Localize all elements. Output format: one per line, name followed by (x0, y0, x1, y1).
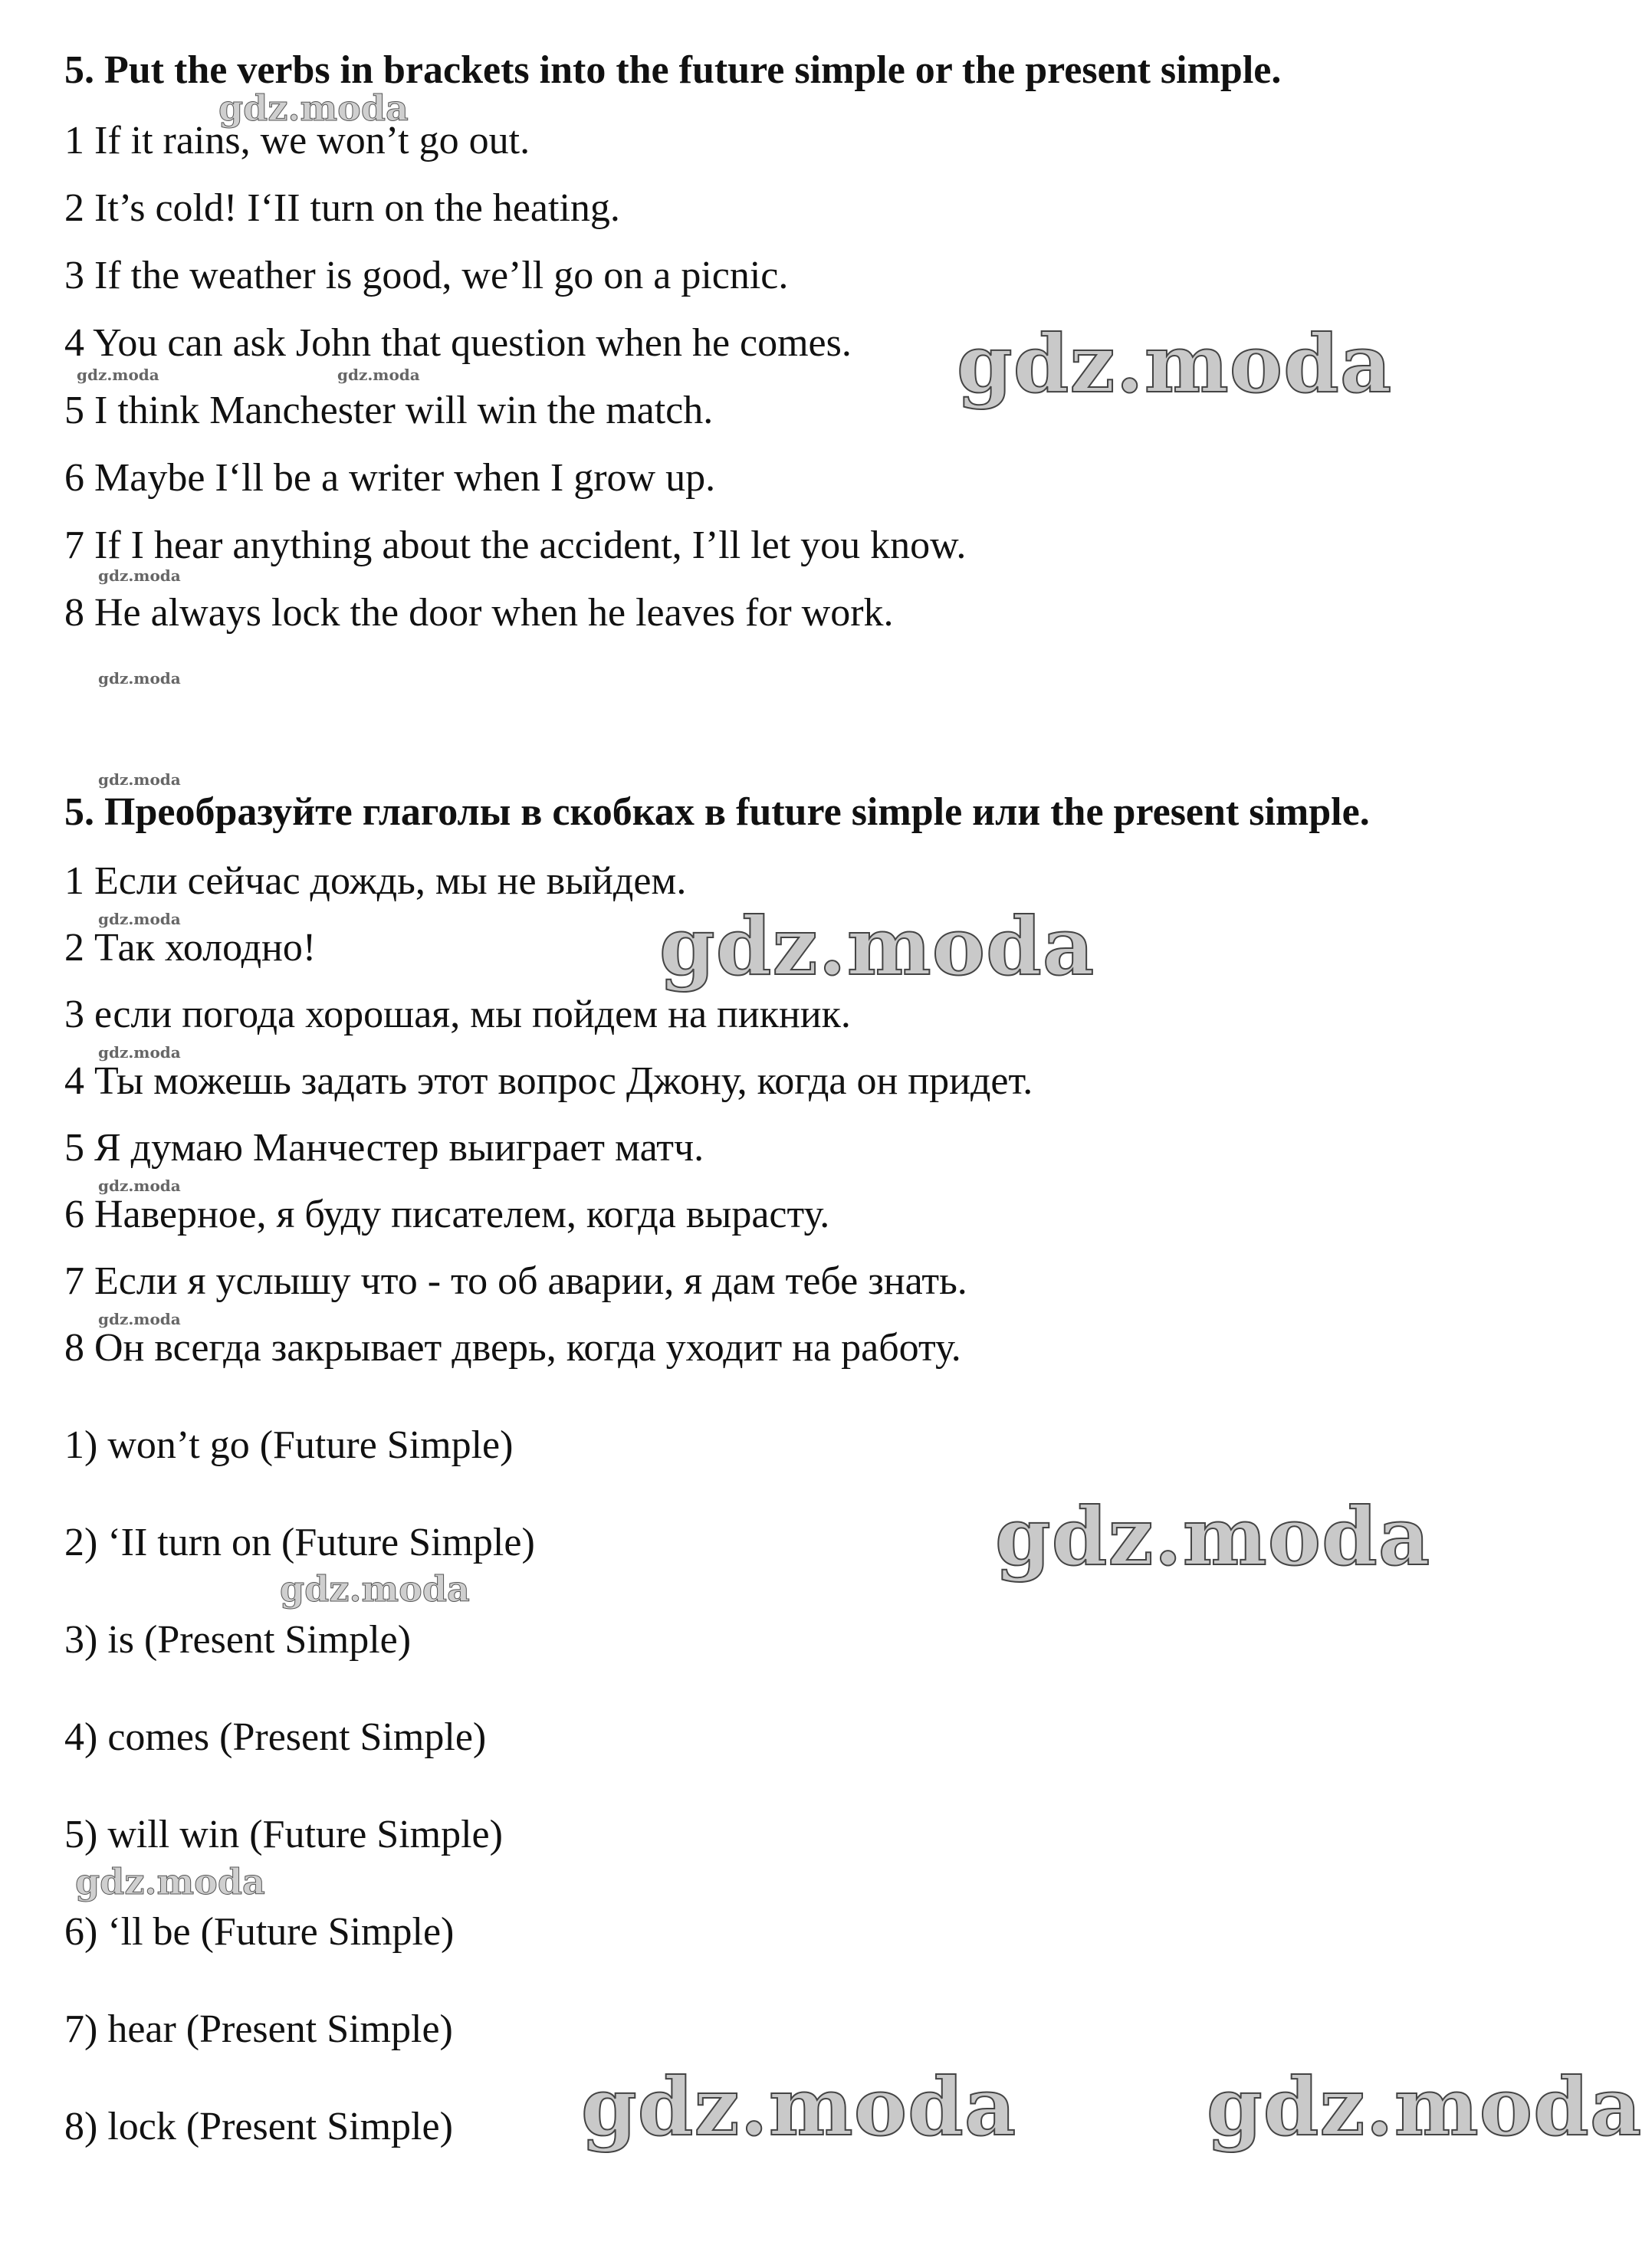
english-heading: 5. Put the verbs in brackets into the future simple or the present simple. (64, 48, 1282, 92)
watermark: gdz.moda (337, 366, 420, 384)
watermark: gdz.moda (77, 366, 159, 384)
english-line-2: 2 It’s cold! I‘II turn on the heating. (64, 186, 620, 230)
answer-8: 8) lock (Present Simple) (64, 2105, 453, 2148)
watermark: gdz.moda (98, 910, 181, 928)
russian-line-8: 8 Он всегда закрывает дверь, когда уходит на работу. (64, 1326, 961, 1370)
answer-3: 3) is (Present Simple) (64, 1618, 412, 1662)
english-line-6: 6 Maybe I‘ll be a writer when I grow up. (64, 456, 716, 500)
watermark: gdz.moda (98, 669, 181, 688)
answer-7: 7) hear (Present Simple) (64, 2007, 453, 2051)
answer-2: 2) ‘II turn on (Future Simple) (64, 1521, 535, 1564)
watermark: gdz.moda (280, 1568, 470, 1610)
watermark: gdz.moda (1207, 2060, 1642, 2154)
russian-line-6: 6 Наверное, я буду писателем, когда вырасту. (64, 1193, 830, 1236)
english-line-3: 3 If the weather is good, we’ll go on a picnic. (64, 254, 789, 297)
english-line-8: 8 He always lock the door when he leaves for work. (64, 591, 894, 635)
watermark: gdz.moda (98, 1310, 181, 1328)
watermark: gdz.moda (98, 1043, 181, 1062)
watermark: gdz.moda (98, 1177, 181, 1195)
answer-1: 1) won’t go (Future Simple) (64, 1423, 514, 1467)
answer-4: 4) comes (Present Simple) (64, 1715, 487, 1759)
watermark: gdz.moda (659, 899, 1095, 993)
watermark: gdz.moda (98, 566, 181, 585)
russian-line-5: 5 Я думаю Манчестер выиграет матч. (64, 1126, 704, 1170)
russian-line-4: 4 Ты можешь задать этот вопрос Джону, когда он придет. (64, 1059, 1033, 1103)
english-line-7: 7 If I hear anything about the accident, I’ll let you know. (64, 524, 967, 567)
english-line-1: 1 If it rains, we won’t go out. (64, 119, 530, 162)
watermark: gdz.moda (75, 1861, 265, 1902)
russian-line-3: 3 если погода хорошая, мы пойдем на пикник. (64, 993, 851, 1036)
russian-line-2: 2 Так холодно! (64, 926, 317, 970)
english-line-5: 5 I think Manchester will win the match. (64, 389, 714, 432)
russian-heading: 5. Преобразуйте глаголы в скобках в future simple или the present simple. (64, 790, 1370, 834)
watermark: gdz.moda (98, 770, 181, 789)
answer-6: 6) ‘ll be (Future Simple) (64, 1910, 455, 1954)
watermark: gdz.moda (957, 317, 1393, 411)
watermark: gdz.moda (581, 2060, 1017, 2154)
english-line-4: 4 You can ask John that question when he comes. (64, 321, 852, 365)
watermark: gdz.moda (995, 1489, 1431, 1584)
russian-line-7: 7 Если я услышу что - то об аварии, я дам тебе знать. (64, 1259, 967, 1303)
watermark: gdz.moda (218, 87, 409, 129)
answer-5: 5) will win (Future Simple) (64, 1813, 503, 1856)
russian-line-1: 1 Если сейчас дождь, мы не выйдем. (64, 859, 687, 903)
